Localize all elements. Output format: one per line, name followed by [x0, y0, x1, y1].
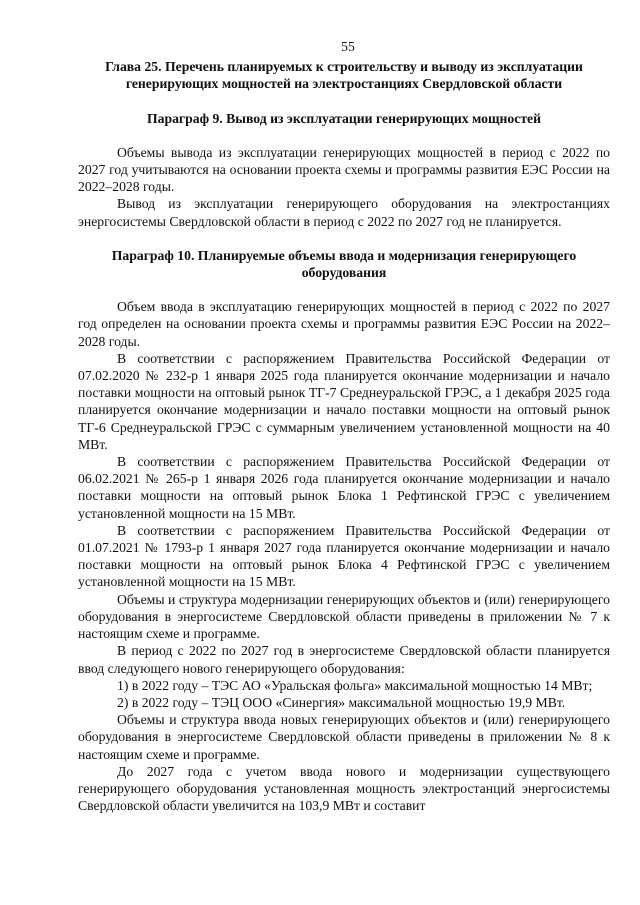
section-10-paragraph: Объем ввода в эксплуатацию генерирующих мощностей в период с 2022 по 2027 год определен на основании проекта схемы и программы развития ЕЭС России на 2022–2028 годы.	[78, 299, 610, 349]
section-9-heading: Параграф 9. Вывод из эксплуатации генерирующих мощностей	[146, 110, 542, 126]
spacer	[78, 230, 610, 247]
section-10-heading: Параграф 10. Планируемые объемы ввода и модернизация генерирующего оборудования	[111, 247, 577, 281]
section-10-paragraph: В соответствии с распоряжением Правительства Российской Федерации от 06.02.2021 № 265-р 1 января 2026 года планируется окончание модернизации и начало поставки мощности на оптовый рынок Блока 1 Рефтинской ГРЭС с увеличением установленной мощности на 15 МВт.	[78, 454, 610, 521]
list-item: 1) в 2022 году – ТЭС АО «Уральская фольга» максимальной мощностью 14 МВт;	[117, 677, 593, 693]
section-9-paragraph: Объемы вывода из эксплуатации генерирующих мощностей в период с 2022 по 2027 год учитываются на основании проекта схемы и программы развития ЕЭС России на 2022–2028 годы.	[78, 144, 610, 195]
section-10-paragraph: До 2027 года с учетом ввода нового и модернизации существующего генерирующего оборудования установленная мощность электростанций энергосистемы Свердловской области увеличится на 103,9 МВт и составит	[78, 763, 610, 814]
section-10-paragraph: В соответствии с распоряжением Правительства Российской Федерации от 07.02.2020 № 232-р 1 января 2025 года планируется окончание модернизации и начало поставки мощности на оптовый рынок ТГ-7 Среднеуральской ГРЭС, а 1 декабря 2025 года планируется окончание модернизации и начало поставки мощности на оптовый рынок ТГ-6 Среднеуральской ГРЭС с суммарным увеличением установленной мощности на 40 МВт.	[78, 350, 610, 452]
section-10-paragraph: Объемы и структура ввода новых генерирующих объектов и (или) генерирующего оборудования в энергосистеме Свердловской области приведены в приложении № 8 к настоящим схеме и программе.	[78, 712, 610, 762]
section-9-paragraph: Вывод из эксплуатации генерирующего оборудования на электростанциях энергосистемы Свердловской области в период с 2022 по 2027 год не планируется.	[78, 196, 610, 229]
chapter-heading: Глава 25. Перечень планируемых к строительству и выводу из эксплуатации генерирующих мощностей на электростанциях Свердловской области	[105, 59, 583, 92]
section-10-paragraph: В соответствии с распоряжением Правительства Российской Федерации от 01.07.2021 № 1793-р 1 января 2027 года планируется окончание модернизации и начало поставки мощности на оптовый рынок Блока 4 Рефтинской ГРЭС с увеличением установленной мощности на 15 МВт.	[78, 522, 610, 590]
list-item: 2) в 2022 году – ТЭЦ ООО «Синергия» максимальной мощностью 19,9 МВт.	[117, 694, 566, 710]
section-10-paragraph: В период с 2022 по 2027 год в энергосистеме Свердловской области планируется ввод следующего нового генерирующего оборудования:	[78, 643, 610, 676]
section-10-paragraph: Объемы и структура модернизации генерирующих объектов и (или) генерирующего оборудования в энергосистеме Свердловской области приведены в приложении № 7 к настоящим схеме и программе.	[78, 591, 610, 642]
page-number: 55	[341, 39, 355, 54]
